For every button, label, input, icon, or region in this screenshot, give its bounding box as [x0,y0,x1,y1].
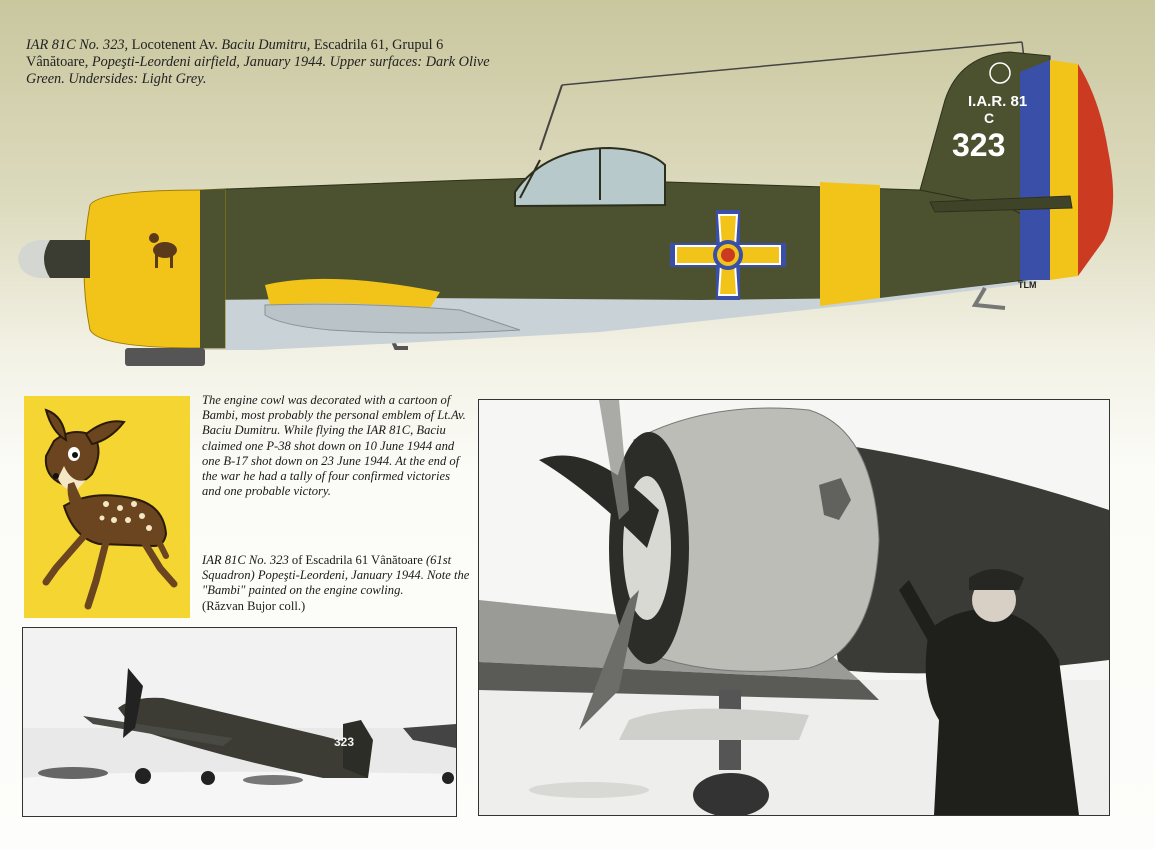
photo-credit: (Răzvan Bujor coll.) [202,598,306,613]
caption-unit-cont: Vânătoare, [26,54,92,70]
tail-sub-label: C [984,110,995,126]
caption-colors: Green. Undersides: Light Grey. [26,71,207,87]
photo-caption-detail: (61st Squadron) Popeşti-Leordeni, January 1944. Note the "Bambi" painted on the engine cowling. [202,553,470,598]
tail-type-label: I.A.R. 81 [968,93,1028,110]
photo1-tail-number: 323 [334,735,355,749]
bambi-emblem-inset [24,396,190,618]
aircraft-profile [0,30,1155,380]
caption-aircraft-id: IAR 81C No. 323, [26,37,129,53]
caption-location: Popeşti-Leordeni airfield, January 1944. Upper surfaces: Dark Olive [91,54,490,70]
photo-caption [202,553,470,614]
rudder-mark: TLM [1018,280,1037,290]
caption-unit: Escadrila 61, Grupul 6 [310,37,444,53]
caption-rank: Locotenent Av. [128,37,222,53]
caption-pilot: Baciu Dumitru, [221,37,311,53]
photo-aircraft-airfield [22,627,457,817]
tail-serial: 323 [952,127,1006,163]
bambi-description: The engine cowl was decorated with a cartoon of Bambi, most probably the personal emblem of Lt.Av. Baciu Dumitru. While flying the IAR 81C, Baciu claimed one P-38 shot down on 10 June 1944 and one B-17 shot down on 23 June 1944. At the end of the war he had a tally of four confirmed victories and one probable victory. [202,393,466,499]
photo-caption-unit: of Escadrila 61 Vânătoare [291,553,426,567]
photo-caption-aircraft: IAR 81C No. 323 [202,553,292,567]
photo-pilot-with-aircraft [478,399,1110,816]
